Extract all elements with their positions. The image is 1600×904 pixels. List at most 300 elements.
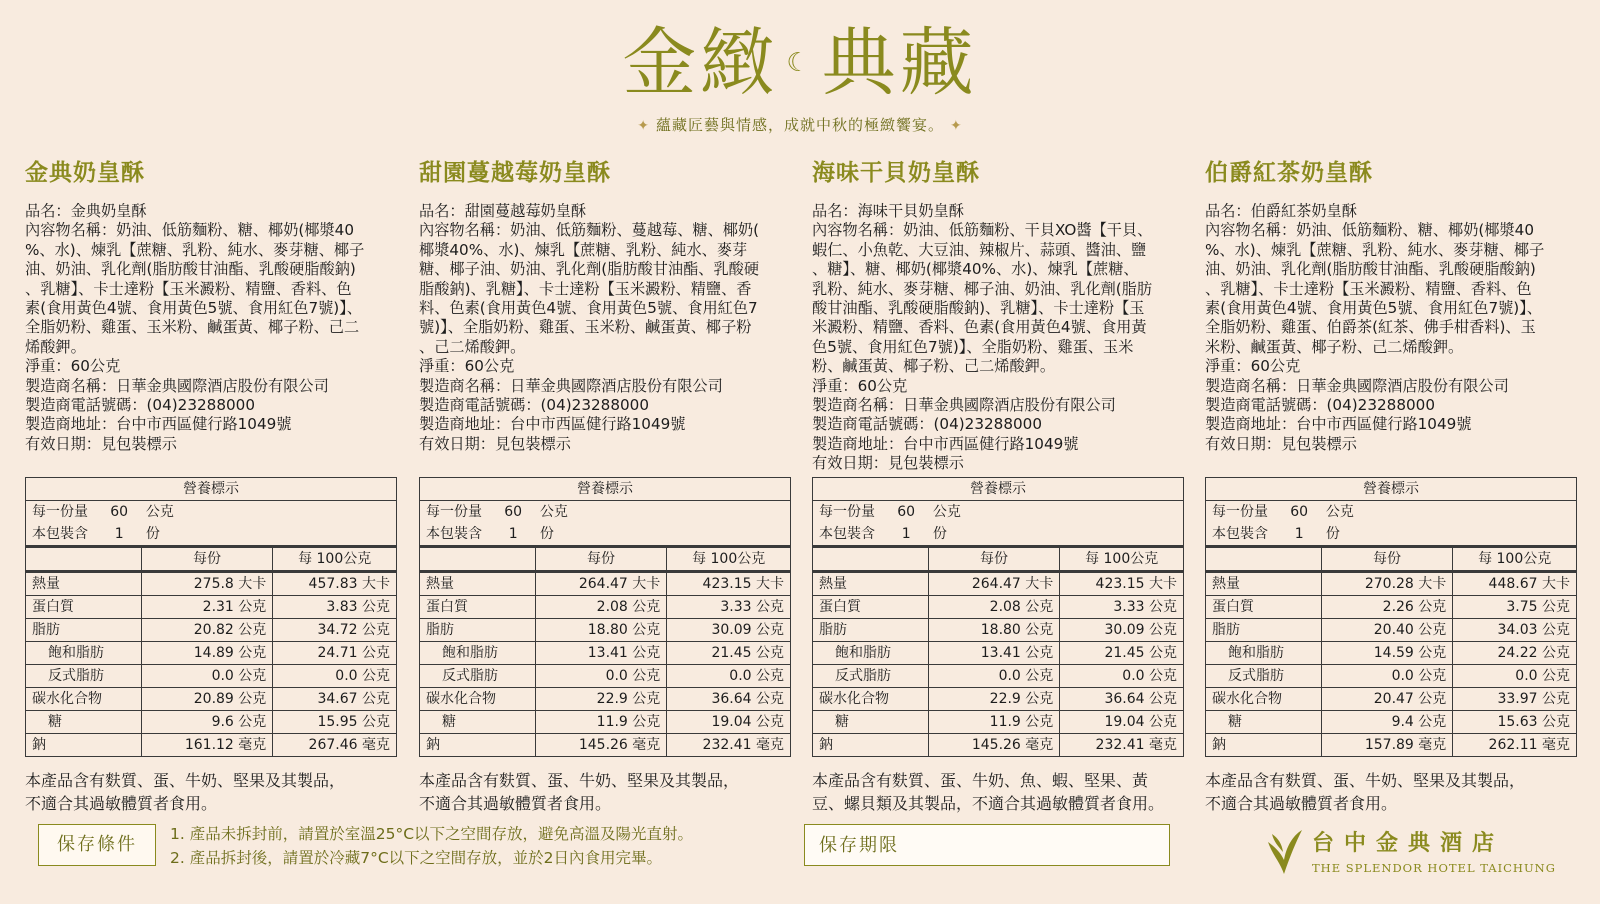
info-line: 號)】、全脂奶粉、雞蛋、玉米粉、鹹蛋黃、椰子粉 xyxy=(419,318,752,337)
per-serving-cell xyxy=(928,688,1060,711)
per-serving-value: 22.9 xyxy=(596,691,628,707)
servings-row xyxy=(26,523,397,547)
unit: 大卡 xyxy=(1149,576,1177,592)
unit: 公克 xyxy=(362,714,390,730)
info-line: 內容物名稱：奶油、低筋麵粉、干貝XO醬【干貝、 xyxy=(812,221,1153,240)
unit: 公克 xyxy=(1149,645,1177,661)
info-line: 油、奶油、乳化劑(脂肪酸甘油酯、乳酸硬脂酸鈉) xyxy=(1205,260,1536,279)
nutrition-row-sodium xyxy=(1206,734,1577,757)
storage-line: 2. 產品拆封後，請置於冷藏7°C以下之空間存放，並於2日內食用完畢。 xyxy=(170,849,663,867)
per-serving-cell xyxy=(928,619,1060,642)
per-serving-value: 0.0 xyxy=(1391,668,1414,684)
nutrient-name: 反式脂肪 xyxy=(420,665,536,688)
per-100g-cell xyxy=(1453,688,1577,711)
allergen-line: 不適合其過敏體質者食用。 xyxy=(25,794,218,813)
per-100g-value: 3.75 xyxy=(1506,599,1538,615)
nutrition-row-carbs xyxy=(420,688,791,711)
per-100g-cell xyxy=(1060,572,1184,596)
unit: 公克 xyxy=(756,691,784,707)
info-line: 有效日期：見包裝標示 xyxy=(419,434,571,453)
info-line: 品名：海味干貝奶皇酥 xyxy=(812,202,964,220)
per-serving-cell xyxy=(535,619,667,642)
product-info xyxy=(1205,202,1577,454)
per-100g-value: 15.95 xyxy=(317,714,358,730)
per-100g-value: 34.72 xyxy=(317,622,358,638)
per-serving-cell xyxy=(928,572,1060,596)
per-serving-cell xyxy=(1321,734,1453,757)
unit: 公克 xyxy=(238,668,267,684)
per-100g-value: 457.83 xyxy=(308,576,358,592)
unit: 公克 xyxy=(1025,714,1054,730)
serving-size-row xyxy=(813,501,1184,524)
nutrition-row-fat xyxy=(813,619,1184,642)
unit: 份 xyxy=(539,526,554,542)
info-line: 粉、鹹蛋黃、椰子粉、己二烯酸鉀。 xyxy=(812,357,1055,376)
info-line: 、乳糖】、卡士達粉【玉米澱粉、精鹽、香料、色 xyxy=(1205,279,1532,298)
per-100g-cell xyxy=(1060,619,1184,642)
nutrient-name: 反式脂肪 xyxy=(26,665,142,688)
unit: 公克 xyxy=(238,645,267,661)
per-serving-value: 2.26 xyxy=(1382,599,1414,615)
per-100g-value: 267.46 xyxy=(308,737,358,753)
per-100g-value: 36.64 xyxy=(711,691,752,707)
nutrition-title: 營養標示 xyxy=(420,478,791,501)
info-line: 淨重：60公克 xyxy=(812,376,908,395)
per-100g-value: 232.41 xyxy=(1095,737,1145,753)
unit: 公克 xyxy=(362,622,390,638)
unit: 公克 xyxy=(238,691,267,707)
per-serving-cell xyxy=(1321,572,1453,596)
unit: 毫克 xyxy=(1149,737,1177,753)
nutrition-row-energy xyxy=(26,572,397,596)
info-line: 製造商電話號碼：(04)23288000 xyxy=(25,396,255,415)
nutrition-row-carbs xyxy=(1206,688,1577,711)
nutrient-name: 糖 xyxy=(26,711,142,734)
unit: 公克 xyxy=(1418,691,1447,707)
per-serving-cell xyxy=(535,572,667,596)
per-100g-value: 3.33 xyxy=(720,599,752,615)
nutrition-row-protein xyxy=(1206,596,1577,619)
per-100g-cell xyxy=(667,596,791,619)
per-100g-cell xyxy=(273,619,397,642)
per-serving-cell xyxy=(141,688,273,711)
storage-line: 1. 產品未拆封前，請置於室溫25°C以下之空間存放，避免高溫及陽光直射。 xyxy=(170,825,694,843)
per-serving-value: 18.80 xyxy=(980,622,1021,638)
info-line: 椰漿40%、水)、煉乳【蔗糖、乳粉、純水、麥芽 xyxy=(419,240,748,259)
unit: 公克 xyxy=(1025,668,1054,684)
per-100g-value: 448.67 xyxy=(1488,576,1538,592)
per-100g-cell xyxy=(1453,665,1577,688)
info-line: 色5號、食用紅色7號)】、全脂奶粉、雞蛋、玉米 xyxy=(812,337,1134,356)
servings-label: 本包裝含 xyxy=(32,526,88,542)
unit: 毫克 xyxy=(1025,737,1054,753)
per-serving-value: 2.08 xyxy=(989,599,1021,615)
servings-value: 1 xyxy=(901,526,911,542)
per-100g-header: 每 100公克 xyxy=(1453,547,1577,572)
unit: 毫克 xyxy=(756,737,784,753)
per-serving-value: 264.47 xyxy=(578,576,628,592)
per-serving-cell xyxy=(141,596,273,619)
per-serving-value: 20.89 xyxy=(193,691,234,707)
serving-size-label: 每一份量 xyxy=(426,504,482,520)
servings-label: 本包裝含 xyxy=(1212,526,1268,542)
per-serving-cell xyxy=(141,572,273,596)
nutrition-row-sat_fat xyxy=(813,642,1184,665)
servings-row xyxy=(1206,523,1577,547)
unit: 公克 xyxy=(1418,714,1447,730)
info-line: 料、色素(食用黃色4號、食用黃色5號、食用紅色7 xyxy=(419,299,758,318)
per-serving-value: 2.31 xyxy=(202,599,234,615)
per-serving-value: 145.26 xyxy=(578,737,628,753)
nutrient-name: 反式脂肪 xyxy=(1206,665,1322,688)
info-line: 素(食用黃色4號、食用黃色5號、食用紅色7號)】、 xyxy=(1205,299,1542,318)
nutrition-title: 營養標示 xyxy=(1206,478,1577,501)
per-serving-value: 14.89 xyxy=(193,645,234,661)
allergen-line: 本產品含有麩質、蛋、牛奶、堅果及其製品， xyxy=(419,771,740,790)
blank-cell xyxy=(420,547,536,572)
per-serving-value: 275.8 xyxy=(193,576,234,592)
info-line: 製造商電話號碼：(04)23288000 xyxy=(419,396,649,415)
serving-size-label: 每一份量 xyxy=(32,504,88,520)
servings-value: 1 xyxy=(114,526,124,542)
per-serving-cell xyxy=(1321,642,1453,665)
info-line: 內容物名稱：奶油、低筋麵粉、糖、椰奶(椰漿40 xyxy=(25,221,355,240)
product-info xyxy=(812,202,1184,474)
unit: 公克 xyxy=(362,645,390,661)
allergen-note-2 xyxy=(419,769,819,815)
per-100g-value: 0.0 xyxy=(1515,668,1538,684)
unit: 大卡 xyxy=(632,576,661,592)
serving-size-value: 60 xyxy=(1290,504,1309,520)
per-100g-value: 21.45 xyxy=(1104,645,1145,661)
info-line: 製造商地址：台中市西區健行路1049號 xyxy=(25,415,292,434)
unit: 毫克 xyxy=(238,737,267,753)
per-serving-header: 每份 xyxy=(535,547,667,572)
unit: 公克 xyxy=(1149,668,1177,684)
nutrient-name: 飽和脂肪 xyxy=(26,642,142,665)
per-100g-value: 19.04 xyxy=(711,714,752,730)
nutrition-header-row xyxy=(1206,547,1577,572)
unit: 公克 xyxy=(1418,599,1447,615)
nutrient-name: 脂肪 xyxy=(26,619,142,642)
blank-cell xyxy=(26,547,142,572)
nutrient-name: 蛋白質 xyxy=(813,596,929,619)
per-serving-value: 9.4 xyxy=(1391,714,1414,730)
unit: 大卡 xyxy=(1542,576,1570,592)
info-line: 品名：甜園蔓越莓奶皇酥 xyxy=(419,202,587,220)
nutrition-row-sugar xyxy=(813,711,1184,734)
unit: 公克 xyxy=(1025,622,1054,638)
unit: 公克 xyxy=(1418,645,1447,661)
nutrient-name: 脂肪 xyxy=(420,619,536,642)
info-line: 烯酸鉀。 xyxy=(25,337,86,356)
sparkle-icon: ✦ xyxy=(950,118,963,134)
per-serving-cell xyxy=(535,642,667,665)
per-100g-cell xyxy=(1060,711,1184,734)
info-line: 淨重：60公克 xyxy=(1205,357,1301,376)
per-100g-value: 3.83 xyxy=(326,599,358,615)
storage-label: 保存條件 xyxy=(38,824,156,866)
unit: 公克 xyxy=(1542,645,1570,661)
per-serving-value: 2.08 xyxy=(596,599,628,615)
nutrition-header-row xyxy=(813,547,1184,572)
info-line: 製造商名稱：日華金典國際酒店股份有限公司 xyxy=(1205,376,1509,395)
info-line: 米澱粉、精鹽、香料、色素(食用黃色4號、食用黃 xyxy=(812,318,1147,337)
info-line: 、乳糖】、卡士達粉【玉米澱粉、精鹽、香料、色 xyxy=(25,279,352,298)
per-serving-value: 20.40 xyxy=(1373,622,1414,638)
per-serving-cell xyxy=(535,596,667,619)
per-100g-value: 232.41 xyxy=(702,737,752,753)
per-100g-cell xyxy=(1453,619,1577,642)
nutrition-row-trans_fat xyxy=(420,665,791,688)
nutrient-name: 飽和脂肪 xyxy=(420,642,536,665)
info-line: 淨重：60公克 xyxy=(419,357,515,376)
allergen-line: 本產品含有麩質、蛋、牛奶、堅果及其製品， xyxy=(1205,771,1526,790)
info-line: %、水)、煉乳【蔗糖、乳粉、純水、麥芽糖、椰子 xyxy=(25,240,365,259)
info-line: 製造商地址：台中市西區健行路1049號 xyxy=(419,415,686,434)
servings-row xyxy=(420,523,791,547)
unit: 份 xyxy=(145,526,160,542)
per-serving-cell xyxy=(141,665,273,688)
nutrition-row-carbs xyxy=(813,688,1184,711)
unit: 毫克 xyxy=(1542,737,1570,753)
serving-size-label: 每一份量 xyxy=(1212,504,1268,520)
info-line: 製造商地址：台中市西區健行路1049號 xyxy=(1205,415,1472,434)
per-serving-value: 11.9 xyxy=(989,714,1021,730)
per-serving-cell xyxy=(928,734,1060,757)
per-serving-cell xyxy=(1321,688,1453,711)
per-100g-cell xyxy=(667,619,791,642)
nutrition-row-sat_fat xyxy=(420,642,791,665)
per-serving-header: 每份 xyxy=(141,547,273,572)
per-100g-cell xyxy=(667,734,791,757)
unit: 公克 xyxy=(1149,599,1177,615)
nutrition-row-fat xyxy=(1206,619,1577,642)
unit: 公克 xyxy=(1542,714,1570,730)
serving-size-label: 每一份量 xyxy=(819,504,875,520)
serving-size-value: 60 xyxy=(504,504,523,520)
info-line: 全脂奶粉、雞蛋、伯爵茶(紅茶、佛手柑香料)、玉 xyxy=(1205,318,1536,337)
per-100g-value: 34.03 xyxy=(1497,622,1538,638)
per-serving-value: 0.0 xyxy=(211,668,234,684)
nutrition-row-sugar xyxy=(1206,711,1577,734)
nutrition-row-energy xyxy=(813,572,1184,596)
unit: 公克 xyxy=(632,622,661,638)
per-serving-cell xyxy=(1321,711,1453,734)
unit: 公克 xyxy=(632,645,661,661)
per-100g-cell xyxy=(1060,734,1184,757)
per-serving-value: 13.41 xyxy=(980,645,1021,661)
unit: 公克 xyxy=(1025,645,1054,661)
info-line: 內容物名稱：奶油、低筋麵粉、糖、椰奶(椰漿40 xyxy=(1205,221,1535,240)
unit: 大卡 xyxy=(756,576,784,592)
per-100g-cell xyxy=(1060,688,1184,711)
serving-size-row xyxy=(26,501,397,524)
unit: 公克 xyxy=(1542,691,1570,707)
nutrient-name: 碳水化合物 xyxy=(420,688,536,711)
per-100g-cell xyxy=(1453,734,1577,757)
unit: 公克 xyxy=(362,691,390,707)
per-100g-cell xyxy=(1453,642,1577,665)
info-line: 乳粉、純水、麥芽糖、椰子油、奶油、乳化劑(脂肪 xyxy=(812,279,1153,298)
info-line: 糖、椰子油、奶油、乳化劑(脂肪酸甘油酯、乳酸硬 xyxy=(419,260,760,279)
per-serving-value: 20.47 xyxy=(1373,691,1414,707)
per-100g-cell xyxy=(1060,665,1184,688)
per-serving-cell xyxy=(141,711,273,734)
nutrition-row-protein xyxy=(420,596,791,619)
nutrition-row-protein xyxy=(26,596,397,619)
product-title: 甜園蔓越莓奶皇酥 xyxy=(419,160,611,186)
unit: 份 xyxy=(1325,526,1340,542)
unit: 公克 xyxy=(1325,504,1354,520)
serving-size-value: 60 xyxy=(110,504,129,520)
nutrient-name: 反式脂肪 xyxy=(813,665,929,688)
per-100g-value: 34.67 xyxy=(317,691,358,707)
per-serving-header: 每份 xyxy=(928,547,1060,572)
unit: 毫克 xyxy=(632,737,661,753)
serving-size-value: 60 xyxy=(897,504,916,520)
allergen-line: 本產品含有麩質、蛋、牛奶、魚、蝦、堅果、黃 xyxy=(812,771,1149,790)
expiry-label: 保存期限 xyxy=(804,824,1170,866)
nutrition-row-energy xyxy=(1206,572,1577,596)
per-100g-cell xyxy=(1453,572,1577,596)
unit: 公克 xyxy=(632,668,661,684)
nutrient-name: 熱量 xyxy=(420,572,536,596)
product-column-1 xyxy=(25,158,397,454)
per-serving-cell xyxy=(535,688,667,711)
servings-label: 本包裝含 xyxy=(426,526,482,542)
allergen-note-4 xyxy=(1205,769,1600,815)
info-line: 有效日期：見包裝標示 xyxy=(812,454,964,473)
unit: 公克 xyxy=(756,599,784,615)
product-title: 伯爵紅茶奶皇酥 xyxy=(1205,160,1373,186)
per-100g-cell xyxy=(1060,642,1184,665)
per-100g-value: 3.33 xyxy=(1113,599,1145,615)
per-100g-cell xyxy=(273,642,397,665)
servings-value: 1 xyxy=(1294,526,1304,542)
nutrient-name: 熱量 xyxy=(26,572,142,596)
crescent-moon-icon: ☾ xyxy=(786,48,814,78)
nutrition-row-energy xyxy=(420,572,791,596)
per-100g-cell xyxy=(273,596,397,619)
per-serving-value: 0.0 xyxy=(605,668,628,684)
product-title: 海味干貝奶皇酥 xyxy=(812,160,980,186)
nutrition-row-trans_fat xyxy=(26,665,397,688)
nutrient-name: 鈉 xyxy=(813,734,929,757)
servings-row xyxy=(813,523,1184,547)
nutrient-name: 脂肪 xyxy=(1206,619,1322,642)
unit: 公克 xyxy=(1418,622,1447,638)
per-serving-value: 0.0 xyxy=(998,668,1021,684)
nutrient-name: 碳水化合物 xyxy=(26,688,142,711)
per-serving-value: 264.47 xyxy=(971,576,1021,592)
unit: 公克 xyxy=(238,599,267,615)
info-line: 製造商電話號碼：(04)23288000 xyxy=(1205,396,1435,415)
nutrient-name: 飽和脂肪 xyxy=(813,642,929,665)
per-serving-value: 20.82 xyxy=(193,622,234,638)
unit: 公克 xyxy=(1542,622,1570,638)
per-serving-value: 161.12 xyxy=(184,737,234,753)
per-serving-value: 22.9 xyxy=(989,691,1021,707)
unit: 公克 xyxy=(1542,599,1570,615)
nutrient-name: 熱量 xyxy=(1206,572,1322,596)
servings-value: 1 xyxy=(508,526,518,542)
info-line: 製造商電話號碼：(04)23288000 xyxy=(812,415,1042,434)
unit: 公克 xyxy=(932,504,961,520)
per-100g-value: 423.15 xyxy=(1095,576,1145,592)
per-100g-value: 36.64 xyxy=(1104,691,1145,707)
nutrition-title: 營養標示 xyxy=(813,478,1184,501)
per-100g-header: 每 100公克 xyxy=(273,547,397,572)
allergen-note-1 xyxy=(25,769,425,815)
nutrient-name: 糖 xyxy=(813,711,929,734)
allergen-line: 不適合其過敏體質者食用。 xyxy=(419,794,612,813)
nutrition-row-protein xyxy=(813,596,1184,619)
per-serving-value: 9.6 xyxy=(211,714,234,730)
per-serving-cell xyxy=(928,642,1060,665)
info-line: 蝦仁、小魚乾、大豆油、辣椒片、蒜頭、醬油、鹽 xyxy=(812,240,1147,259)
per-100g-header: 每 100公克 xyxy=(667,547,791,572)
unit: 公克 xyxy=(632,599,661,615)
unit: 公克 xyxy=(362,599,390,615)
per-serving-cell xyxy=(141,734,273,757)
nutrition-table xyxy=(812,477,1184,757)
nutrient-name: 碳水化合物 xyxy=(813,688,929,711)
per-serving-cell xyxy=(928,711,1060,734)
allergen-line: 本產品含有麩質、蛋、牛奶、堅果及其製品， xyxy=(25,771,346,790)
per-serving-value: 14.59 xyxy=(1373,645,1414,661)
sparkle-icon: ✦ xyxy=(637,118,650,134)
per-100g-value: 30.09 xyxy=(711,622,752,638)
nutrient-name: 脂肪 xyxy=(813,619,929,642)
nutrient-name: 鈉 xyxy=(26,734,142,757)
servings-label: 本包裝含 xyxy=(819,526,875,542)
per-100g-value: 24.71 xyxy=(317,645,358,661)
unit: 公克 xyxy=(1149,691,1177,707)
unit: 份 xyxy=(932,526,947,542)
per-100g-value: 24.22 xyxy=(1497,645,1538,661)
unit: 公克 xyxy=(539,504,568,520)
per-100g-cell xyxy=(273,665,397,688)
unit: 公克 xyxy=(1025,599,1054,615)
logo-chinese-name: 台中金典酒店 xyxy=(1312,830,1505,856)
nutrient-name: 熱量 xyxy=(813,572,929,596)
unit: 公克 xyxy=(1149,714,1177,730)
info-line: 油、奶油、乳化劑(脂肪酸甘油酯、乳酸硬脂酸鈉) xyxy=(25,260,356,279)
per-serving-cell xyxy=(928,665,1060,688)
serving-size-row xyxy=(420,501,791,524)
per-100g-cell xyxy=(667,572,791,596)
unit: 公克 xyxy=(238,714,267,730)
nutrition-table xyxy=(1205,477,1577,757)
unit: 大卡 xyxy=(362,576,390,592)
allergen-line: 豆、螺貝類及其製品，不適合其過敏體質者食用。 xyxy=(812,794,1165,813)
per-serving-value: 157.89 xyxy=(1364,737,1414,753)
info-line: 製造商地址：台中市西區健行路1049號 xyxy=(812,434,1079,453)
nutrient-name: 鈉 xyxy=(1206,734,1322,757)
serving-size-row xyxy=(1206,501,1577,524)
nutrition-row-sat_fat xyxy=(26,642,397,665)
per-100g-cell xyxy=(667,688,791,711)
per-100g-value: 21.45 xyxy=(711,645,752,661)
nutrition-header-row xyxy=(420,547,791,572)
info-line: 製造商名稱：日華金典國際酒店股份有限公司 xyxy=(419,376,723,395)
info-line: 淨重：60公克 xyxy=(25,357,121,376)
blank-cell xyxy=(813,547,929,572)
per-100g-header: 每 100公克 xyxy=(1060,547,1184,572)
info-line: 酸甘油酯、乳酸硬脂酸鈉)、乳糖】、卡士達粉【玉 xyxy=(812,299,1145,318)
per-100g-value: 33.97 xyxy=(1497,691,1538,707)
